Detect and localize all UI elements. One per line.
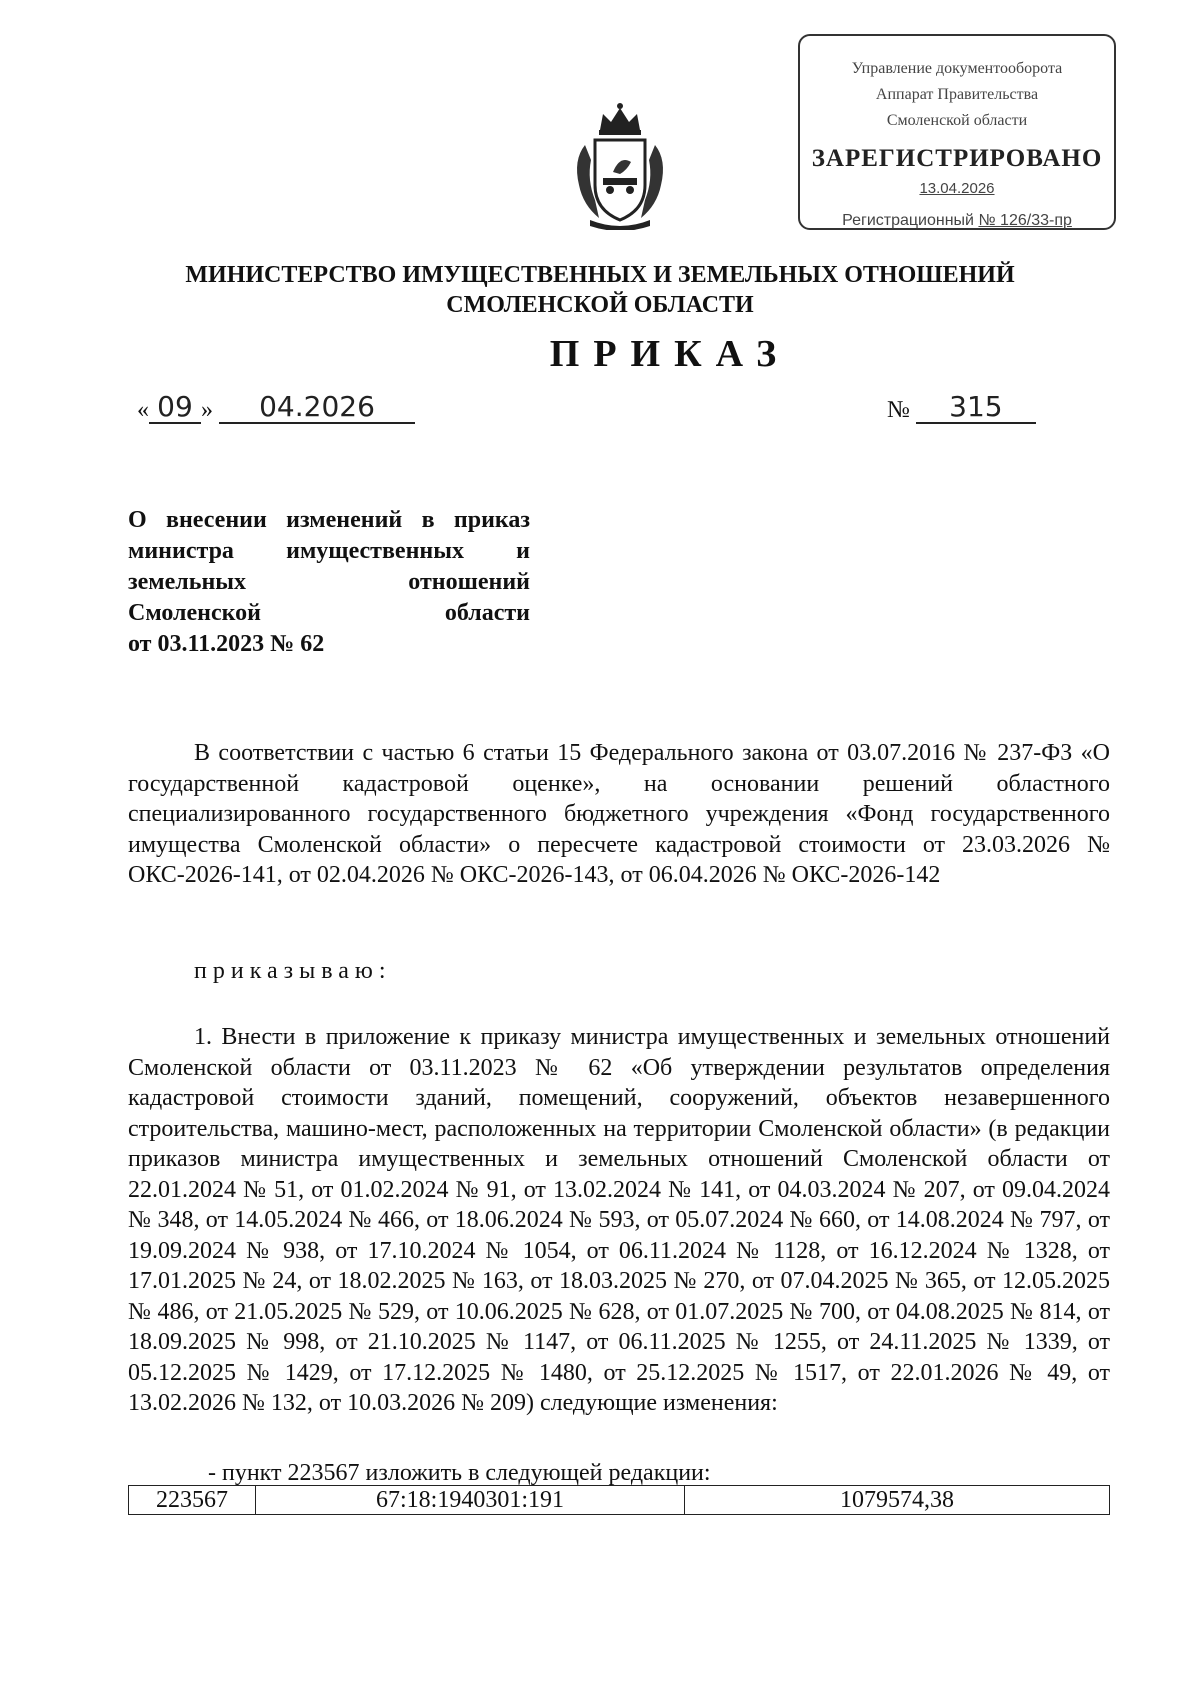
preamble-paragraph: В соответствии с частью 6 статьи 15 Федерального закона от 03.07.2016 № 237-ФЗ «О государственной кадастровой оценке», на основании решений областного специализированного государственного бюджетного учреждения «Фонд государственного имущества Смоленской области» о пересчете кадастровой стоимости от 23.03.2026 № ОКС-2026-141, от 02.04.2026 № ОКС-2026-143, от 06.04.2026 № ОКС-2026-142 [128,740,1110,888]
stamp-date: 13.04.2026 [919,180,995,197]
order-date [137,392,415,424]
order-title: ПРИКАЗ [549,333,791,375]
stamp-registration [800,210,1114,232]
stamp-reg-number: № 126/33-пр [978,212,1072,229]
date-quote-open: « [137,397,149,423]
cadastral-number-cell: 67:18:1940301:191 [256,1486,685,1515]
ministry-line-2: СМОЛЕНСКОЙ ОБЛАСТИ [446,292,754,318]
clause-instruction: - пункт 223567 изложить в следующей редакции: [208,1460,711,1486]
order-number-label: № [887,397,910,423]
stamp-line-department: Управление документооборота [851,60,1063,77]
order-month-year: 04.2026 [219,392,415,424]
ministry-header [0,260,1200,320]
stamp-line-apparatus: Аппарат Правительства [875,86,1039,103]
ministry-line-1: МИНИСТЕРСТВО ИМУЩЕСТВЕННЫХ И ЗЕМЕЛЬНЫХ ОТНОШЕНИЙ [185,262,1015,288]
subject-line-4: Смоленской области [128,600,530,626]
order-subject [128,505,530,660]
subject-line-5: от 03.11.2023 № 62 [128,631,325,657]
order-day: 09 [149,392,201,424]
order-directive: приказываю: [194,958,392,984]
clause-1-paragraph: 1. Внести в приложение к приказу министра имущественных и земельных отношений Смоленской области от 03.11.2023 № 62 «Об утверждении результатов определения кадастровой стоимости зданий, помещений, сооружений, объектов незавершенного строительства, машино-мест, расположенных на территории Смоленской области» (в редакции приказов министра имущественных и земельных отношений Смоленской области от 22.01.2024 № 51, от 01.02.2024 № 91, от 13.02.2024 № 141, от 04.03.2024 № 207, от 09.04.2024 № 348, от 14.05.2024 № 466, от 18.06.2024 № 593, от 05.07.2024 № 660, от 14.08.2024 № 797, от 19.09.2024 № 938, от 17.10.2024 № 1054, от 06.11.2024 № 1128, от 16.12.2024 № 1328, от 17.01.2025 № 24, от 18.02.2025 № 163, от 18.03.2025 № 270, от 07.04.2025 № 365, от 12.05.2025 № 486, от 21.05.2025 № 529, от 10.06.2025 № 628, от 01.07.2025 № 700, от 04.08.2025 № 814, от 18.09.2025 № 998, от 21.10.2025 № 1147, от 06.11.2025 № 1255, от 24.11.2025 № 1339, от 05.12.2025 № 1429, от 17.12.2025 № 1480, от 25.12.2025 № 1517, от 22.01.2026 № 49, от 13.02.2026 № 132, от 10.03.2026 № 209) следующие изменения: [128,1024,1110,1416]
changes-table [128,1485,1110,1515]
date-quote-close: » [201,397,213,423]
stamp-status: ЗАРЕГИСТРИРОВАНО [811,145,1103,172]
item-number-cell: 223567 [129,1486,256,1515]
stamp-line-region: Смоленской области [886,112,1028,129]
subject-line-2: министра имущественных и [128,538,530,564]
order-number-value: 315 [916,392,1036,424]
cadastral-value-cell: 1079574,38 [685,1486,1110,1515]
subject-line-3: земельных отношений [128,569,530,595]
coat-of-arms-icon [565,100,675,230]
table-row [129,1486,1110,1515]
registration-stamp [798,34,1116,230]
subject-line-1: О внесении изменений в приказ [128,507,530,533]
stamp-reg-label: Регистрационный [842,212,974,229]
order-number [887,392,1036,424]
